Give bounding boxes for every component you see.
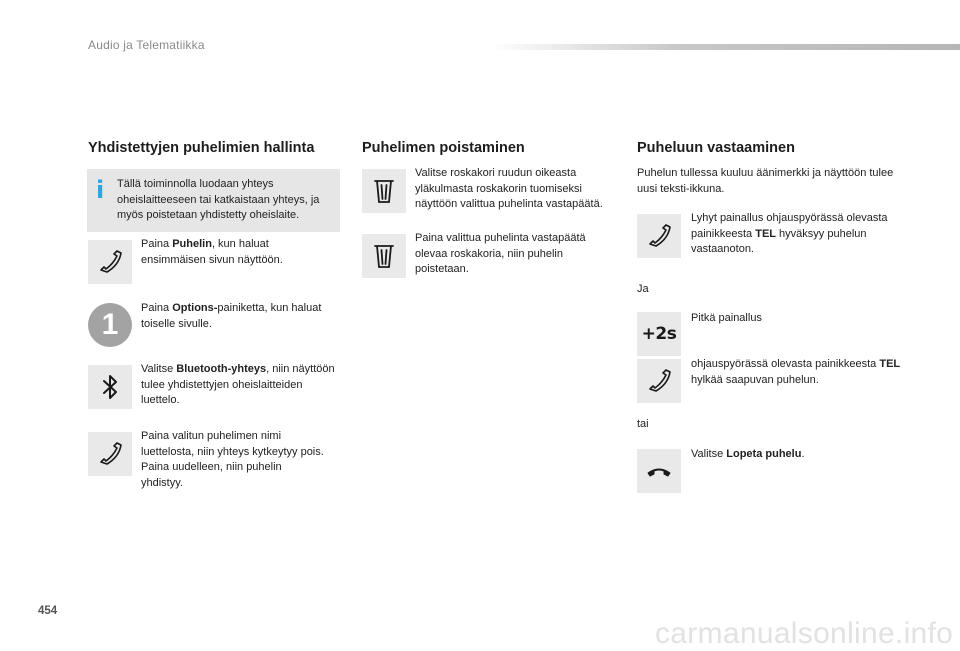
hang-up-icon <box>644 456 674 486</box>
hang-up-icon-box <box>637 449 681 493</box>
section-title: Audio ja Telematiikka <box>88 38 205 52</box>
long-press-icon-box <box>637 312 681 356</box>
phone-icon-box-3 <box>637 214 681 258</box>
phone-icon <box>644 366 674 396</box>
col3-title: Puheluun vastaaminen <box>637 140 795 156</box>
col2-title: Puhelimen poistaminen <box>362 140 525 156</box>
col3-intro: Puhelun tullessa kuuluu äänimerkki ja näyttöön tulee uusi teksti-ikkuna. <box>637 167 894 195</box>
trash-icon-box-1 <box>362 169 406 213</box>
step-number-circle: 1 <box>88 303 132 347</box>
col3-end-call: Valitse Lopeta puhelu. <box>691 448 805 460</box>
trash-icon <box>369 241 399 271</box>
info-text: Tällä toiminnolla luodaan yhteys oheislaitteeseen tai katkaistaan yhteys, ja myös poistetaan yhdistetty oheislaite. <box>117 178 320 221</box>
page-number: 454 <box>38 605 58 617</box>
trash-icon <box>369 176 399 206</box>
phone-icon-box-1 <box>88 240 132 284</box>
bluetooth-icon-box <box>88 365 132 409</box>
phone-icon <box>644 221 674 251</box>
col3-short-press: Lyhyt painallus ohjauspyörässä olevasta painikkeesta TEL hyväksyy puhelun vastaanoton. <box>691 212 888 255</box>
col3-reject: ohjauspyörässä olevasta painikkeesta TEL hylkää saapuvan puhelun. <box>691 358 901 386</box>
col2-step1: Valitse roskakori ruudun oikeasta yläkulmasta roskakorin tuomiseksi näyttöön valittua puhelinta vastapäätä. <box>415 167 603 210</box>
header-bar <box>490 44 960 50</box>
col1-step1: Paina Puhelin, kun haluat ensimmäisen sivun näyttöön. <box>141 238 283 266</box>
trash-icon-box-2 <box>362 234 406 278</box>
info-icon: i <box>96 176 105 204</box>
col1-title: Yhdistettyjen puhelimien hallinta <box>88 140 315 156</box>
bluetooth-icon <box>95 372 125 402</box>
col3-and: Ja <box>637 283 649 295</box>
col3-or: tai <box>637 418 649 430</box>
phone-icon <box>95 439 125 469</box>
watermark: carmanualsonline.info <box>655 617 954 650</box>
phone-icon <box>95 247 125 277</box>
col1-step3: Valitse Bluetooth-yhteys, niin näyttöön tulee yhdistettyjen oheislaitteiden luettelo. <box>141 363 335 406</box>
phone-icon-box-2 <box>88 432 132 476</box>
info-box <box>87 169 340 232</box>
col2-step2: Paina valittua puhelinta vastapäätä olevaa roskakoria, niin puhelin poistetaan. <box>415 232 586 275</box>
col1-step4: Paina valitun puhelimen nimi luettelosta, niin yhteys kytkeytyy pois. Paina uudelleen, niin puhelin yhdistyy. <box>141 430 324 489</box>
phone-icon-box-4 <box>637 359 681 403</box>
long-press-icon: +2s <box>641 324 677 344</box>
col3-long-press: Pitkä painallus <box>691 312 762 324</box>
col1-step2: Paina Options-painiketta, kun haluat toiselle sivulle. <box>141 302 322 330</box>
